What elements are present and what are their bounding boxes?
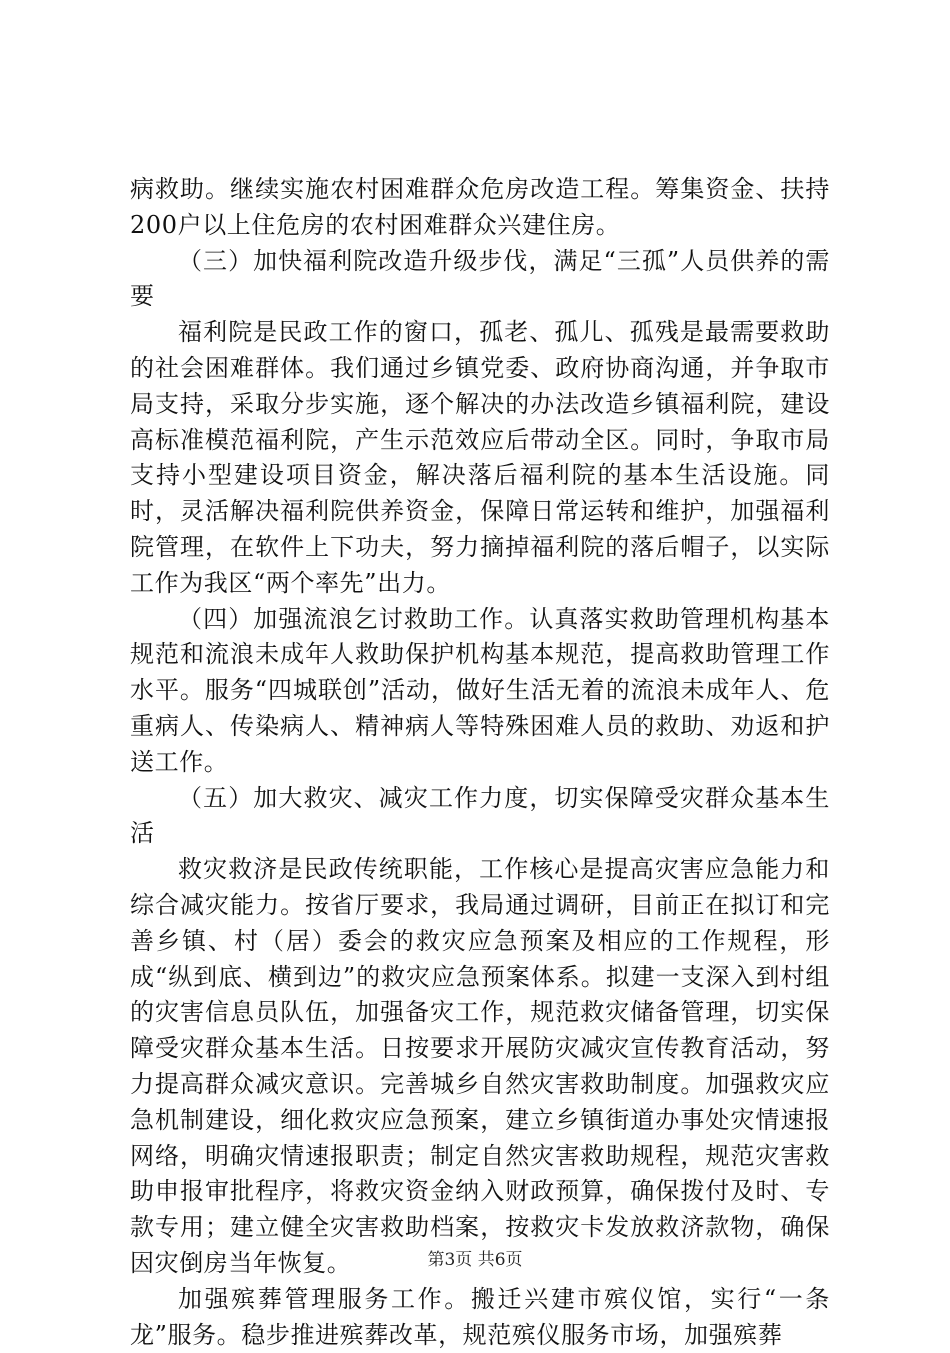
page-number-footer: 第3页 共6页 xyxy=(427,1250,523,1270)
section-heading-3: （三）加快福利院改造升级步伐，满足“三孤”人员供养的需要 xyxy=(130,246,830,311)
document-body xyxy=(130,172,830,1353)
section-heading-4: （四）加强流浪乞讨救助工作。认真落实救助管理机构基本规范和流浪未成年人救助保护机构基本规范，提高救助管理工作水平。服务“四城联创”活动，做好生活无着的流浪未成年人、危重病人、传染病人、精神病人等特殊困难人员的救助、劝返和护送工作。 xyxy=(130,604,830,776)
paragraph-funeral-management: 加强殡葬管理服务工作。搬迁兴建市殡仪馆，实行“一条龙”服务。稳步推进殡葬改革，规范殡仪服务市场，加强殡葬 xyxy=(130,1284,830,1349)
paragraph-disaster-relief: 救灾救济是民政传统职能，工作核心是提高灾害应急能力和综合减灾能力。按省厅要求，我局通过调研，目前正在拟订和完善乡镇、村（居）委会的救灾应急预案及相应的工作规程，形成“纵到底、横到边”的救灾应急预案体系。拟建一支深入到村组的灾害信息员队伍，加强备灾工作，规范救灾储备管理，切实保障受灾群众基本生活。日按要求开展防灾减灾宣传教育活动，努力提高群众减灾意识。完善城乡自然灾害救助制度。加强救灾应急机制建设，细化救灾应急预案，建立乡镇街道办事处灾情速报网络，明确灾情速报职责；制定自然灾害救助规程，规范灾害救助申报审批程序，将救灾资金纳入财政预算，确保拨付及时、专款专用；建立健全灾害救助档案，按救灾卡发放救济款物，确保因灾倒房当年恢复。 xyxy=(130,855,830,1277)
paragraph-continuation: 病救助。继续实施农村困难群众危房改造工程。筹集资金、扶持200户以上住危房的农村困难群众兴建住房。 xyxy=(130,175,830,239)
section-heading-5: （五）加大救灾、减灾工作力度，切实保障受灾群众基本生活 xyxy=(130,783,830,848)
paragraph-welfare-home: 福利院是民政工作的窗口，孤老、孤儿、孤残是最需要救助的社会困难群体。我们通过乡镇党委、政府协商沟通，并争取市局支持，采取分步实施，逐个解决的办法改造乡镇福利院，建设高标准模范福利院，产生示范效应后带动全区。同时，争取市局支持小型建设项目资金，解决落后福利院的基本生活设施。同时，灵活解决福利院供养资金，保障日常运转和维护，加强福利院管理，在软件上下功夫，努力摘掉福利院的落后帽子，以实际工作为我区“两个率先”出力。 xyxy=(130,318,830,597)
